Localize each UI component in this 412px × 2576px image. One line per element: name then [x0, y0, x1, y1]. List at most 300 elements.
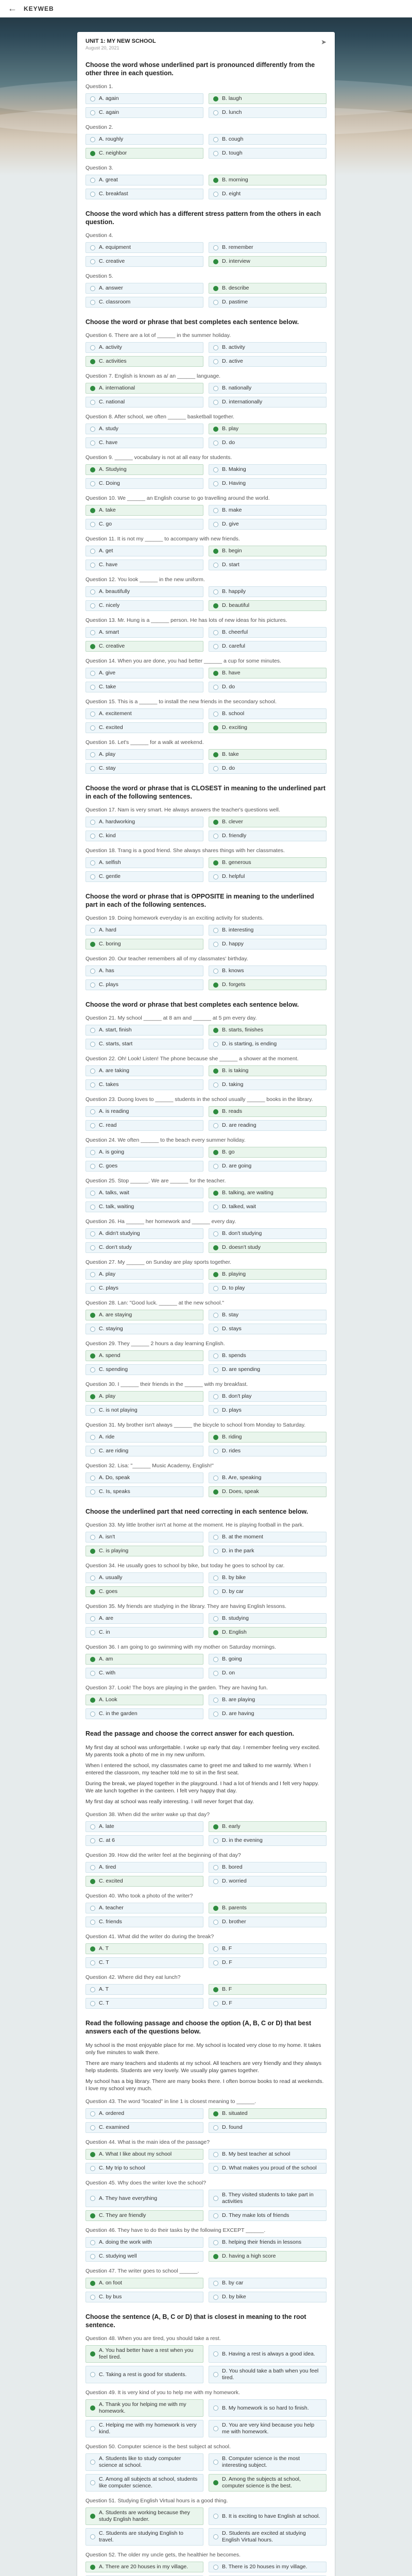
answer-option[interactable]: [85, 2251, 203, 2262]
answer-option[interactable]: [85, 668, 203, 679]
answer-option[interactable]: [209, 1242, 327, 1253]
answer-option[interactable]: [85, 939, 203, 950]
answer-option[interactable]: [209, 189, 327, 199]
answer-option[interactable]: [85, 356, 203, 367]
share-icon[interactable]: ➤: [321, 38, 327, 46]
answer-option[interactable]: [85, 1432, 203, 1443]
answer-option-label: C. studying well: [99, 2253, 137, 2259]
answer-option[interactable]: [85, 1242, 203, 1253]
answer-option-label: A. start, finish: [99, 1027, 132, 1033]
answer-option[interactable]: [209, 979, 327, 990]
answer-option[interactable]: [85, 256, 203, 267]
answer-option[interactable]: [209, 1486, 327, 1497]
selected-radio-icon: [213, 1987, 218, 1992]
answer-option[interactable]: [209, 1654, 327, 1665]
selected-radio-icon: [213, 96, 218, 101]
radio-icon: [90, 563, 95, 568]
answer-option[interactable]: [85, 2108, 203, 2119]
answer-option[interactable]: [209, 1943, 327, 1954]
radio-icon: [90, 1109, 95, 1114]
answer-option-label: C. friends: [99, 1919, 122, 1925]
answer-option[interactable]: [209, 1188, 327, 1198]
answer-option[interactable]: [85, 1228, 203, 1239]
answer-option[interactable]: [85, 1957, 203, 1968]
answer-option[interactable]: [85, 1668, 203, 1679]
answer-option[interactable]: [209, 519, 327, 530]
answer-option[interactable]: [209, 627, 327, 638]
answer-option[interactable]: [209, 1627, 327, 1638]
answer-option[interactable]: [209, 1876, 327, 1887]
answer-option[interactable]: [85, 1391, 203, 1402]
question: [85, 373, 327, 408]
answer-option[interactable]: [85, 1405, 203, 1416]
answer-option[interactable]: [85, 2237, 203, 2248]
answer-option[interactable]: [85, 342, 203, 353]
answer-option[interactable]: [209, 722, 327, 733]
selected-radio-icon: [90, 1549, 95, 1554]
radio-icon: [90, 589, 95, 595]
answer-option[interactable]: [209, 1998, 327, 2009]
answer-option[interactable]: [209, 2507, 327, 2525]
answer-option[interactable]: [85, 189, 203, 199]
answer-option-label: C. is playing: [99, 1548, 129, 1554]
answer-option-label: B. bored: [222, 1864, 243, 1870]
radio-icon: [213, 1042, 218, 1047]
reading-passage: [85, 1744, 327, 1805]
answer-option[interactable]: [85, 1310, 203, 1320]
answer-option[interactable]: [209, 546, 327, 556]
answer-option[interactable]: [209, 1079, 327, 1090]
answer-option[interactable]: [85, 1532, 203, 1543]
answer-option[interactable]: [209, 2528, 327, 2546]
answer-option[interactable]: [209, 1862, 327, 1873]
answer-option[interactable]: [209, 2190, 327, 2207]
answer-option[interactable]: [209, 1106, 327, 1117]
answer-option[interactable]: [209, 356, 327, 367]
answer-option-label: D. Among the subjects at school, computer science is the best.: [222, 2476, 301, 2489]
answer-option[interactable]: [209, 831, 327, 841]
answer-option[interactable]: [85, 2163, 203, 2174]
answer-option[interactable]: [209, 1432, 327, 1443]
answer-option[interactable]: [209, 342, 327, 353]
answer-option-label: B. early: [222, 1823, 241, 1829]
answer-option[interactable]: [85, 763, 203, 774]
question-text: Question 11. It is not my ______ to accompany with new friends.: [85, 536, 240, 542]
radio-icon: [213, 1327, 218, 1332]
passage-paragraph: My first day at school was really interesting. I will never forget that day.: [85, 1799, 254, 1805]
radio-icon: [90, 427, 95, 432]
answer-option[interactable]: [209, 2453, 327, 2471]
answer-options: [85, 242, 327, 267]
radio-icon: [213, 2405, 218, 2411]
radio-icon: [90, 1123, 95, 1128]
answer-option[interactable]: [209, 1391, 327, 1402]
answer-option[interactable]: [85, 1120, 203, 1131]
answer-option[interactable]: [209, 1472, 327, 1483]
answer-option-label: C. don't study: [99, 1244, 132, 1250]
answer-option[interactable]: [85, 2190, 203, 2207]
answer-option[interactable]: [85, 2149, 203, 2160]
answer-option[interactable]: [85, 1472, 203, 1483]
answer-option-label: D. exciting: [222, 724, 248, 731]
answer-option[interactable]: [85, 383, 203, 394]
answer-option[interactable]: [209, 871, 327, 882]
radio-icon: [90, 286, 95, 291]
answer-option[interactable]: [209, 763, 327, 774]
answer-option-label: B. F: [222, 1986, 232, 1992]
answer-option[interactable]: [209, 925, 327, 936]
answer-option-label: D. careful: [222, 643, 245, 649]
answer-option[interactable]: [209, 939, 327, 950]
radio-icon: [90, 2372, 95, 2377]
answer-option[interactable]: [85, 1586, 203, 1597]
section-heading: Choose the word which has a different stress pattern from the others in each question.: [85, 210, 321, 226]
answer-option[interactable]: [85, 2420, 203, 2437]
answer-option[interactable]: [209, 1821, 327, 1832]
answer-option[interactable]: [85, 1161, 203, 1172]
answer-option-label: B. are playing: [222, 1697, 255, 1703]
answer-option[interactable]: [85, 1025, 203, 1036]
answer-option[interactable]: [209, 1572, 327, 1583]
answer-option[interactable]: [85, 641, 203, 652]
answer-option[interactable]: [209, 1350, 327, 1361]
question-text: Question 48. When you are tired, you should take a rest.: [85, 2335, 221, 2342]
answer-option[interactable]: [85, 1694, 203, 1705]
question: [85, 1341, 327, 1375]
answer-option[interactable]: [209, 148, 327, 159]
answer-option[interactable]: [209, 1269, 327, 1280]
answer-option[interactable]: [85, 817, 203, 827]
answer-option[interactable]: [209, 2420, 327, 2437]
answer-option[interactable]: [209, 2399, 327, 2417]
answer-option[interactable]: [209, 1324, 327, 1334]
radio-icon: [213, 345, 218, 350]
answer-option-label: A. They have everything: [99, 2195, 158, 2201]
answer-option[interactable]: [209, 1446, 327, 1456]
answer-option[interactable]: [85, 1613, 203, 1624]
answer-option[interactable]: [209, 2345, 327, 2363]
answer-option-label: B. Having a rest is always a good idea.: [222, 2350, 315, 2357]
selected-radio-icon: [90, 467, 95, 472]
answer-option[interactable]: [85, 722, 203, 733]
answer-option[interactable]: [85, 627, 203, 638]
radio-icon: [90, 1824, 95, 1829]
answer-option[interactable]: [85, 437, 203, 448]
answer-option[interactable]: [209, 256, 327, 267]
answer-option[interactable]: [209, 749, 327, 760]
answer-option[interactable]: [209, 1708, 327, 1719]
answer-option[interactable]: [85, 519, 203, 530]
answer-option[interactable]: [85, 2399, 203, 2417]
answer-option[interactable]: [85, 1446, 203, 1456]
answer-option[interactable]: [85, 1065, 203, 1076]
radio-icon: [90, 1205, 95, 1210]
radio-icon: [90, 603, 95, 608]
answer-option[interactable]: [209, 1025, 327, 1036]
answer-option[interactable]: [209, 641, 327, 652]
answer-option[interactable]: [85, 1862, 203, 1873]
radio-icon: [90, 711, 95, 717]
answer-option[interactable]: [85, 505, 203, 516]
answer-option[interactable]: [85, 2562, 203, 2572]
answer-option[interactable]: [85, 242, 203, 253]
answer-option[interactable]: [209, 1161, 327, 1172]
answer-option-label: A. give: [99, 670, 116, 676]
section-heading: Choose the sentence (A, B, C or D) that is closest in meaning to the root sentence.: [85, 2313, 306, 2329]
answer-option[interactable]: [85, 175, 203, 185]
answer-option[interactable]: [209, 1201, 327, 1212]
answer-option[interactable]: [209, 1957, 327, 1968]
answer-option[interactable]: [85, 148, 203, 159]
answer-option[interactable]: [85, 2453, 203, 2471]
selected-radio-icon: [213, 427, 218, 432]
answer-option[interactable]: [85, 600, 203, 611]
answer-options: [85, 1432, 327, 1456]
answer-option[interactable]: [85, 708, 203, 719]
answer-option[interactable]: [209, 682, 327, 692]
answer-option[interactable]: [209, 2278, 327, 2289]
answer-option[interactable]: [209, 600, 327, 611]
answer-option-label: B. remember: [222, 244, 253, 250]
answer-option[interactable]: [209, 283, 327, 294]
answer-option[interactable]: [85, 1350, 203, 1361]
answer-option[interactable]: [209, 1039, 327, 1049]
answer-option[interactable]: [85, 1984, 203, 1995]
answer-option[interactable]: [85, 2278, 203, 2289]
answer-option[interactable]: [209, 2163, 327, 2174]
question-text: Question 28. Lan: "Good luck. ______ at the new school.": [85, 1300, 224, 1306]
back-arrow-icon[interactable]: ←: [8, 3, 17, 13]
answer-option[interactable]: [209, 1228, 327, 1239]
answer-option-label: C. excited: [99, 1878, 123, 1884]
question-text: Question 25. Stop ______. We are ______ for the teacher.: [85, 1178, 226, 1184]
answer-option[interactable]: [209, 1405, 327, 1416]
answer-option[interactable]: [209, 1546, 327, 1556]
answer-option[interactable]: [85, 1998, 203, 2009]
answer-option[interactable]: [209, 107, 327, 118]
answer-option-label: C. are riding: [99, 1448, 129, 1454]
question: [85, 2227, 327, 2262]
answer-option[interactable]: [209, 1586, 327, 1597]
answer-option[interactable]: [209, 134, 327, 145]
question: [85, 1644, 327, 1679]
answer-option-label: B. don't studying: [222, 1230, 262, 1236]
answer-option[interactable]: [209, 1613, 327, 1624]
selected-radio-icon: [213, 2111, 218, 2116]
answer-option[interactable]: [209, 505, 327, 516]
radio-icon: [90, 1838, 95, 1843]
answer-option[interactable]: [209, 383, 327, 394]
radio-icon: [213, 1123, 218, 1128]
answer-option[interactable]: [85, 1627, 203, 1638]
answer-option[interactable]: [209, 175, 327, 185]
answer-option[interactable]: [85, 1876, 203, 1887]
answer-option[interactable]: [209, 1283, 327, 1294]
answer-option[interactable]: [209, 1120, 327, 1131]
answer-option[interactable]: [209, 242, 327, 253]
answer-option-label: D. do: [222, 684, 235, 690]
answer-option-label: A. get: [99, 548, 113, 554]
answer-option[interactable]: [209, 2122, 327, 2133]
answer-option[interactable]: [209, 2562, 327, 2572]
answer-option[interactable]: [85, 93, 203, 104]
answer-option[interactable]: [85, 1708, 203, 1719]
answer-option[interactable]: [209, 397, 327, 408]
answer-option[interactable]: [209, 1532, 327, 1543]
answer-option-label: D. active: [222, 358, 243, 364]
answer-option[interactable]: [85, 2292, 203, 2302]
answer-option[interactable]: [85, 749, 203, 760]
answer-option-label: D. Students are excited at studying English Virtual hours.: [222, 2530, 306, 2543]
answer-option-label: A. teacher: [99, 1905, 124, 1911]
answer-option[interactable]: [209, 1917, 327, 1927]
radio-icon: [90, 766, 95, 771]
answer-option[interactable]: [209, 478, 327, 489]
answer-option[interactable]: [85, 560, 203, 570]
radio-icon: [90, 1367, 95, 1372]
answer-option[interactable]: [85, 1821, 203, 1832]
answer-option[interactable]: [85, 1486, 203, 1497]
answer-option[interactable]: [85, 1917, 203, 1927]
question-text: Question 1.: [85, 83, 113, 90]
answer-option[interactable]: [85, 1201, 203, 1212]
answer-option[interactable]: [85, 1546, 203, 1556]
answer-option[interactable]: [209, 965, 327, 976]
answer-option[interactable]: [85, 1572, 203, 1583]
answer-option[interactable]: [85, 1188, 203, 1198]
answer-option[interactable]: [85, 1039, 203, 1049]
question: [85, 454, 327, 489]
answer-option[interactable]: [209, 2366, 327, 2383]
answer-option[interactable]: [85, 1835, 203, 1846]
answer-option[interactable]: [209, 1065, 327, 1076]
answer-option[interactable]: [85, 297, 203, 308]
answer-option[interactable]: [85, 1106, 203, 1117]
radio-icon: [90, 245, 95, 250]
answer-option[interactable]: [85, 1324, 203, 1334]
answer-option[interactable]: [85, 586, 203, 597]
answer-option[interactable]: [85, 478, 203, 489]
answer-option[interactable]: [85, 107, 203, 118]
answer-option[interactable]: [209, 1903, 327, 1913]
selected-radio-icon: [213, 178, 218, 183]
answer-option[interactable]: [85, 1364, 203, 1375]
answer-option[interactable]: [209, 2292, 327, 2302]
answer-option[interactable]: [85, 283, 203, 294]
answer-option-label: B. stay: [222, 1312, 239, 1318]
answer-option[interactable]: [85, 871, 203, 882]
answer-option[interactable]: [85, 831, 203, 841]
answer-option-label: C. go: [99, 521, 112, 527]
answer-option[interactable]: [209, 1310, 327, 1320]
answer-option[interactable]: [85, 134, 203, 145]
answer-option[interactable]: [209, 708, 327, 719]
answer-option[interactable]: [209, 464, 327, 475]
radio-icon: [90, 1535, 95, 1540]
answer-option[interactable]: [85, 2474, 203, 2492]
radio-icon: [213, 630, 218, 635]
answer-option[interactable]: [85, 2507, 203, 2525]
answer-option[interactable]: [209, 423, 327, 434]
answer-option[interactable]: [209, 1984, 327, 1995]
answer-option[interactable]: [85, 1079, 203, 1090]
answer-option-label: A. smart: [99, 629, 119, 635]
answer-option-label: A. usually: [99, 1574, 123, 1581]
answer-option[interactable]: [209, 2474, 327, 2492]
answer-option[interactable]: [209, 2108, 327, 2119]
answer-option[interactable]: [85, 1147, 203, 1158]
answer-option[interactable]: [85, 965, 203, 976]
radio-icon: [90, 440, 95, 446]
answer-option[interactable]: [85, 2528, 203, 2546]
answer-option[interactable]: [85, 2366, 203, 2383]
answer-option[interactable]: [209, 2210, 327, 2221]
answer-option[interactable]: [209, 2251, 327, 2262]
answer-option[interactable]: [209, 857, 327, 868]
answer-option[interactable]: [209, 1147, 327, 1158]
answer-option[interactable]: [85, 464, 203, 475]
answer-option-label: B. My best teacher at school: [222, 2151, 290, 2157]
question-text: Question 46. They have to do their tasks by the following EXCEPT ______.: [85, 2227, 266, 2233]
question-text: Question 51. Studying English Virtual hours is a good thing.: [85, 2498, 228, 2504]
answer-option-label: D. in the evening: [222, 1837, 263, 1843]
answer-option[interactable]: [85, 2210, 203, 2221]
answer-option[interactable]: [209, 817, 327, 827]
answer-options: [85, 1532, 327, 1556]
answer-option[interactable]: [85, 857, 203, 868]
answer-option-label: B. situated: [222, 2110, 248, 2116]
answer-option[interactable]: [85, 397, 203, 408]
answer-option[interactable]: [209, 586, 327, 597]
answer-option[interactable]: [85, 1903, 203, 1913]
quiz-card: [77, 32, 335, 2576]
answer-option[interactable]: [209, 1694, 327, 1705]
answer-option[interactable]: [209, 2149, 327, 2160]
answer-option[interactable]: [209, 1835, 327, 1846]
radio-icon: [213, 245, 218, 250]
selected-radio-icon: [213, 259, 218, 264]
answer-option[interactable]: [209, 93, 327, 104]
question-text: Question 2.: [85, 124, 113, 130]
answer-option-label: D. are going: [222, 1163, 252, 1169]
answer-option[interactable]: [209, 668, 327, 679]
answer-option[interactable]: [85, 2122, 203, 2133]
answer-option[interactable]: [85, 1269, 203, 1280]
question: [85, 699, 327, 733]
answer-option[interactable]: [85, 546, 203, 556]
answer-option[interactable]: [209, 1668, 327, 1679]
answer-option[interactable]: [209, 560, 327, 570]
answer-option[interactable]: [85, 1283, 203, 1294]
answer-option[interactable]: [85, 423, 203, 434]
answer-option[interactable]: [85, 1943, 203, 1954]
answer-option[interactable]: [209, 2237, 327, 2248]
answer-option[interactable]: [85, 979, 203, 990]
answer-option[interactable]: [85, 1654, 203, 1665]
radio-icon: [90, 1865, 95, 1870]
answer-option[interactable]: [209, 1364, 327, 1375]
answer-option[interactable]: [209, 297, 327, 308]
answer-option-label: C. examined: [99, 2124, 129, 2130]
answer-option[interactable]: [85, 925, 203, 936]
answer-options: [85, 2190, 327, 2221]
answer-option[interactable]: [85, 2345, 203, 2363]
answer-option[interactable]: [85, 682, 203, 692]
radio-icon: [213, 1879, 218, 1884]
answer-option[interactable]: [209, 437, 327, 448]
answer-option-label: A. equipment: [99, 244, 131, 250]
radio-icon: [90, 1616, 95, 1621]
